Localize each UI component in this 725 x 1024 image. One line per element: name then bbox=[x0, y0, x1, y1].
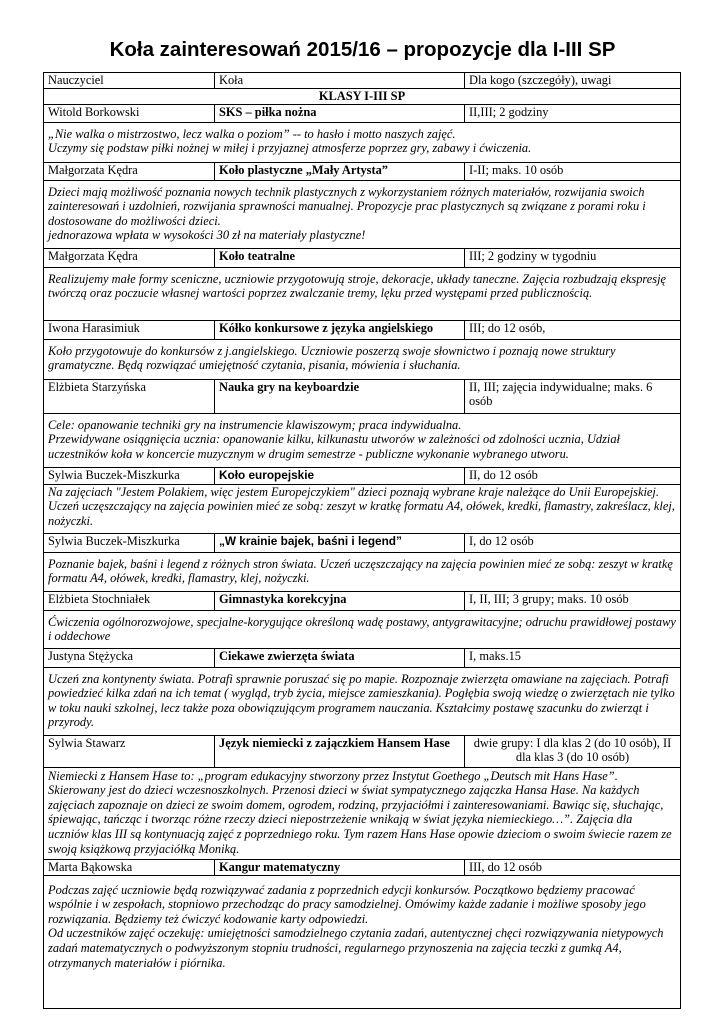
teacher-cell: Marta Bąkowska bbox=[44, 859, 215, 875]
description-line: Przewidywane osiągnięcia ucznia: opanowanie kilku, kilkunastu utworów w zależności od zdolności ucznia, Udział uczestników koła w koncercie muzycznym w drugim semestrze - publiczne wykonanie wybranego utworu. bbox=[48, 432, 620, 461]
info-cell: I, maks.15 bbox=[465, 648, 681, 667]
info-cell: I, do 12 osób bbox=[465, 533, 681, 552]
header-circle: Koła bbox=[215, 73, 465, 89]
teacher-cell: Sylwia Stawarz bbox=[44, 735, 215, 767]
table-row bbox=[44, 735, 681, 767]
description-line: Dzieci mają możliwość poznania nowych technik plastycznych z wykorzystaniem różnych materiałów, rozwijania swoich zainteresowań i uzdolnień, rozwijania sprawności manualnej. Propozycje prac plastycznych są związane z porami roku i dostosowane do możliwości dzieci. bbox=[48, 184, 646, 228]
description-line: Niemiecki z Hansem Hase to: „program edukacyjny stworzony przez Instytut Goethego „Deutsch mit Hans Hase”. Skierowany jest do dzieci wczesnoszkolnych. Przenosi dzieci w świat sympatycznego zajączka Hansa Hase. Na każdych zajęciach zapoznaje on dzieci ze swoim domem, ogrodem, rodziną, przyjaciółmi i zainteresowaniami. Bawiąc się, słuchając, śpiewając, tańcząc i tworząc różne rzeczy dzieci niepostrzeżenie wnikają w świat języka niemieckiego…”. Zajęcia dla uczniów klas III są kontynuacją zajęć z poprzedniego roku. Tym razem Hans Hase opowie dzieciom o swoim świecie razem ze swoją książkową przyjaciółką Moniką. bbox=[48, 768, 672, 856]
description-cell bbox=[44, 413, 681, 467]
description-row bbox=[44, 122, 681, 162]
info-cell: III; 2 godziny w tygodniu bbox=[465, 248, 681, 267]
description-line: Koło przygotowuje do konkursów z j.angielskiego. Uczniowie poszerzą swoje słownictwo i poznają nowe struktury gramatyczne. Będą rozwiązać umiejętność czytania, pisania, mówienia i słuchania. bbox=[48, 343, 616, 373]
circle-name-cell: Koło europejskie bbox=[215, 467, 465, 484]
circle-name-cell: SKS – piłka nożna bbox=[215, 104, 465, 122]
description-cell bbox=[44, 267, 681, 320]
activities-table bbox=[43, 72, 681, 1009]
section-title: KLASY I-III SP bbox=[44, 89, 681, 105]
description-row bbox=[44, 339, 681, 379]
header-teacher: Nauczyciel bbox=[44, 73, 215, 89]
description-row bbox=[44, 267, 681, 320]
circle-name-cell: Kangur matematyczny bbox=[215, 859, 465, 875]
description-line: Cele: opanowanie techniki gry na instrumencie klawiszowym; praca indywidualna. bbox=[48, 417, 462, 432]
table-row bbox=[44, 648, 681, 667]
description-row bbox=[44, 552, 681, 591]
teacher-cell: Iwona Harasimiuk bbox=[44, 320, 215, 339]
info-cell: I-II; maks. 10 osób bbox=[465, 162, 681, 180]
description-line: Na zajęciach "Jestem Polakiem, więc jestem Europejczykiem" dzieci poznają wybrane kraje należące do Unii Europejskiej. Uczeń uczęszczający na zajęcia powinien mieć ze sobą: zeszyt w kratkę formatu A4, ołówek, kredki, flamastry, zakreślacz, klej, nożyczki. bbox=[48, 484, 675, 528]
header-notes: Dla kogo (szczegóły), uwagi bbox=[465, 73, 681, 89]
page-title: Koła zainteresowań 2015/16 – propozycje dla I-III SP bbox=[109, 38, 616, 61]
description-line: „Nie walka o mistrzostwo, lecz walka o poziom” -- to hasło i motto naszych zajęć. bbox=[48, 126, 456, 141]
description-cell bbox=[44, 484, 681, 533]
circle-name-cell: „W krainie bajek, baśni i legend” bbox=[215, 533, 465, 552]
info-cell: I, II, III; 3 grupy; maks. 10 osób bbox=[465, 591, 681, 610]
description-cell bbox=[44, 122, 681, 162]
info-cell: dwie grupy: I dla klas 2 (do 10 osób), II dla klas 3 (do 10 osób) bbox=[465, 735, 681, 767]
circle-name-cell: Koło plastyczne „Mały Artysta” bbox=[215, 162, 465, 180]
description-row bbox=[44, 484, 681, 533]
description-line: Uczymy się podstaw piłki nożnej w miłej i przyjaznej atmosferze poprzez gry, zabawy i ćwiczenia. bbox=[48, 141, 532, 156]
description-row bbox=[44, 875, 681, 1008]
description-line: jednorazowa wpłata w wysokości 30 zł na materiały plastyczne! bbox=[48, 228, 366, 243]
info-cell: II,III; 2 godziny bbox=[465, 104, 681, 122]
teacher-cell: Sylwia Buczek-Miszkurka bbox=[44, 467, 215, 484]
table-row bbox=[44, 248, 681, 267]
info-cell: III; do 12 osób, bbox=[465, 320, 681, 339]
teacher-cell: Małgorzata Kędra bbox=[44, 162, 215, 180]
header-row bbox=[44, 73, 681, 89]
table-row bbox=[44, 104, 681, 122]
table-row bbox=[44, 591, 681, 610]
teacher-cell: Witold Borkowski bbox=[44, 104, 215, 122]
circle-name-cell: Kółko konkursowe z języka angielskiego bbox=[215, 320, 465, 339]
description-row bbox=[44, 667, 681, 735]
description-line: Realizujemy małe formy sceniczne, uczniowie przygotowują stroje, dekoracje, układy taneczne. Zajęcia rozbudzają ekspresję twórczą oraz poczucie własnej wartości poprzez zwalczanie tremy, lęku przed występami przed publicznością. bbox=[48, 271, 667, 301]
table-row bbox=[44, 533, 681, 552]
description-cell bbox=[44, 339, 681, 379]
description-cell bbox=[44, 875, 681, 1008]
description-cell bbox=[44, 610, 681, 648]
description-cell bbox=[44, 667, 681, 735]
section-row bbox=[44, 89, 681, 105]
description-line: Poznanie bajek, baśni i legend z różnych stron świata. Uczeń uczęszczający na zajęcia powinien mieć ze sobą: zeszyt w kratkę formatu A4, ołówek, kredki, flamastry, klej, nożyczki. bbox=[48, 556, 673, 586]
table-row bbox=[44, 320, 681, 339]
description-cell bbox=[44, 180, 681, 248]
table-row bbox=[44, 162, 681, 180]
info-cell: II, III; zajęcia indywidualne; maks. 6 osób bbox=[465, 379, 681, 413]
circle-name-cell: Koło teatralne bbox=[215, 248, 465, 267]
circle-name-cell: Gimnastyka korekcyjna bbox=[215, 591, 465, 610]
description-row bbox=[44, 767, 681, 859]
description-line: Uczeń zna kontynenty świata. Potrafi sprawnie poruszać się po mapie. Rozpoznaje zwierzęta omawiane na zajęciach. Potrafi powiedzieć kilka zdań na ich temat ( wygląd, tryb życia, miejsce zamieszkania). Pogłębia swoją wiedzę o zwierzętach nie tylko w toku nauki szkolnej, lecz także poza obowiązującym programem nauczania. Kształcimy postawę szacunku do zwierząt i przyrody. bbox=[48, 671, 675, 730]
table-row bbox=[44, 379, 681, 413]
teacher-cell: Sylwia Buczek-Miszkurka bbox=[44, 533, 215, 552]
circle-name-cell: Ciekawe zwierzęta świata bbox=[215, 648, 465, 667]
description-cell bbox=[44, 552, 681, 591]
description-line: Od uczestników zajęć oczekuję: umiejętności samodzielnego czytania zadań, autentycznej chęci rozwiązywania nietypowych zadań matematycznych o podwyższonym stopniu trudności, regularnego przynoszenia na zajęcia teczki z gumką A4, otrzymanych materiałów i piórnika. bbox=[48, 926, 664, 970]
description-row bbox=[44, 413, 681, 467]
table-row bbox=[44, 467, 681, 484]
description-row bbox=[44, 610, 681, 648]
table-row bbox=[44, 859, 681, 875]
info-cell: II, do 12 osób bbox=[465, 467, 681, 484]
teacher-cell: Elżbieta Stochniałek bbox=[44, 591, 215, 610]
info-cell: III, do 12 osób bbox=[465, 859, 681, 875]
description-line: Ćwiczenia ogólnorozwojowe, specjalne-korygujące określoną wadę postawy, antygrawitacyjne; odruchu prawidłowej postawy i oddechowe bbox=[48, 614, 676, 644]
description-row bbox=[44, 180, 681, 248]
circle-name-cell: Nauka gry na keyboardzie bbox=[215, 379, 465, 413]
description-cell bbox=[44, 767, 681, 859]
description-line: Podczas zajęć uczniowie będą rozwiązywać zadania z poprzednich edycji konkursów. Początkowo będziemy pracować wspólnie i w zespołach, stopniowo przechodząc do pracy samodzielnej. Omówimy każde zadanie i możliwe sposoby jego rozwiązania. Będziemy też ćwiczyć kodowanie karty odpowiedzi. bbox=[48, 882, 646, 926]
teacher-cell: Justyna Stężycka bbox=[44, 648, 215, 667]
circle-name-cell: Język niemiecki z zajączkiem Hansem Hase bbox=[215, 735, 465, 767]
teacher-cell: Elżbieta Starzyńska bbox=[44, 379, 215, 413]
teacher-cell: Małgorzata Kędra bbox=[44, 248, 215, 267]
